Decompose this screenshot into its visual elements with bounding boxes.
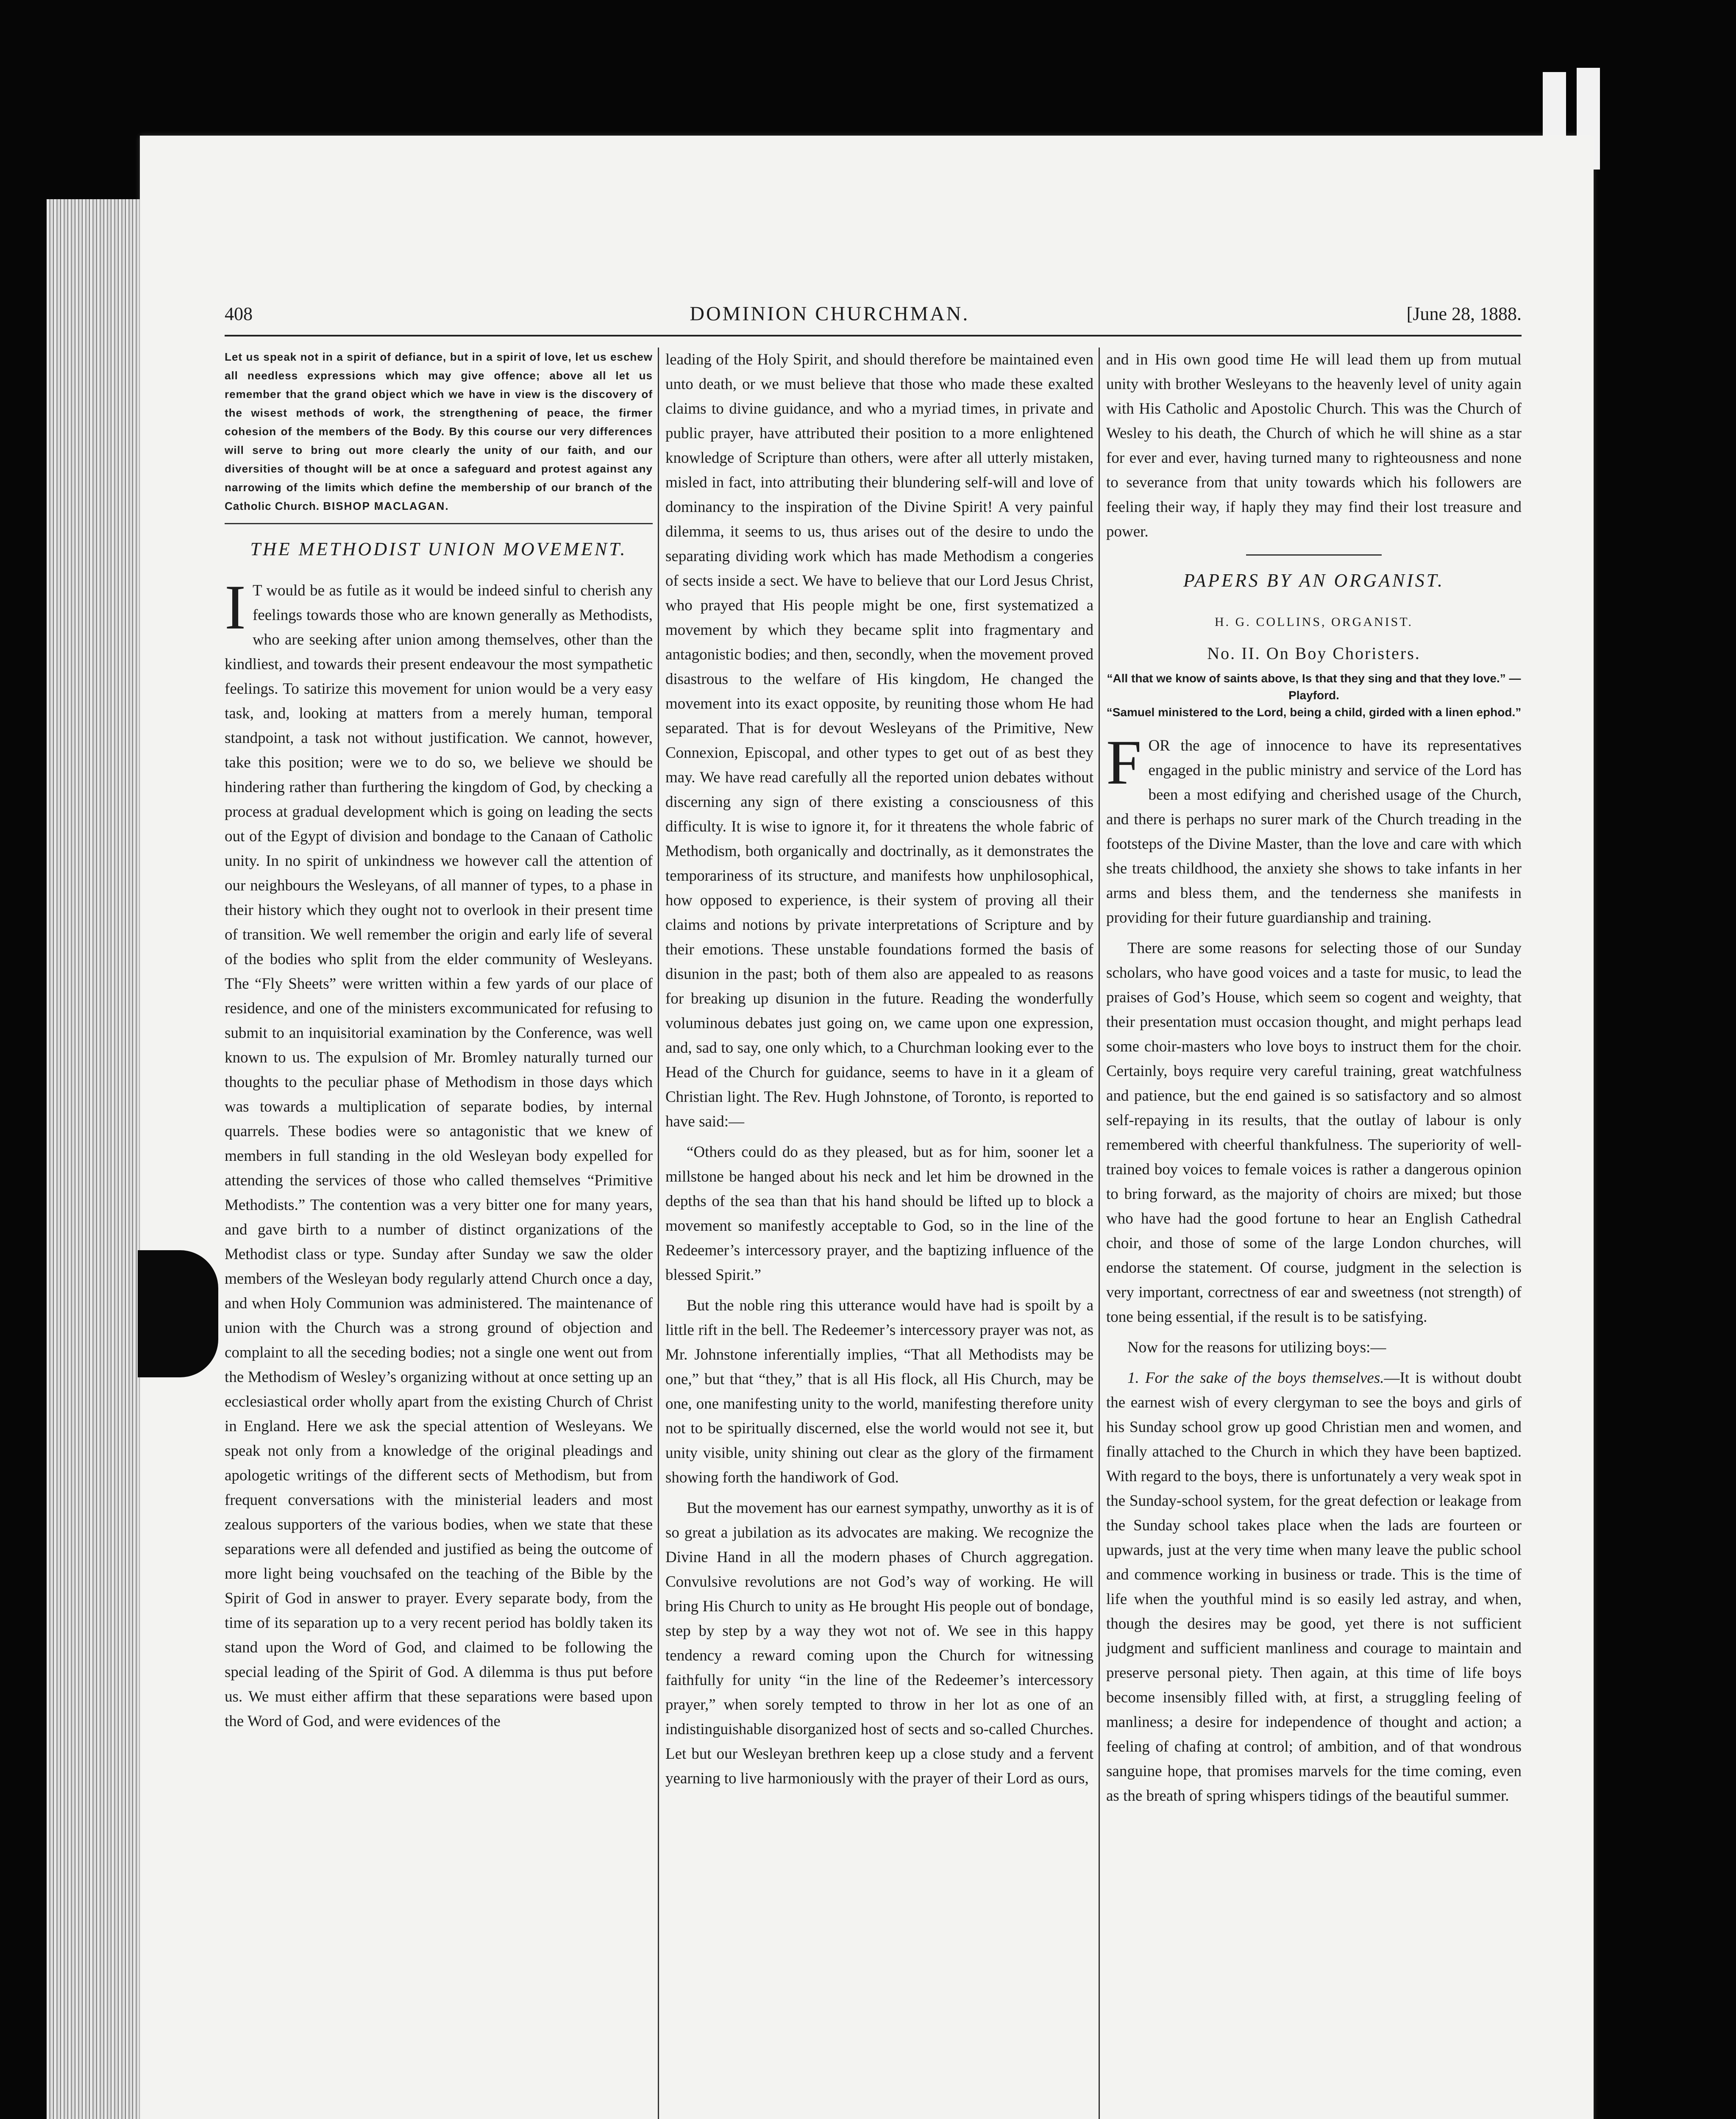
- column-divider: [1099, 348, 1100, 2119]
- publication-title: DOMINION CHURCHMAN.: [690, 302, 970, 325]
- section-rule: [225, 523, 653, 524]
- epigraph-text: Let us speak not in a spirit of defiance, but in a spirit of love, let us eschew all needless expressions which may give offence; above all let us remember that the grand object which we have in view is the discovery of the wisest methods of work, the strengthening of peace, the firmer cohesion of the members of the Body. By this course our very differences will serve to bring out more clearly the unity of our faith, and our diversities of thought will be at once a safeguard and protest against any narrowing of the limits which define the membership of our branch of the Catholic Church.: [225, 350, 653, 512]
- article-paragraph: FOR the age of innocence to have its representatives engaged in the public ministry and service of the Lord has been a most edifying and cherished usage of the Church, and there is perhaps no surer mark of the Church treading in the footsteps of the Divine Master, than the love and care with which she treats childhood, the anxiety she shows to take infants in her arms and bless them, and the tenderness she manifests in providing for their future guardianship and training.: [1106, 727, 1522, 926]
- article-paragraph: But the movement has our earnest sympathy, unworthy as it is of so great a jubilation as its advocates are making. We recognize the Divine Hand in all the modern phases of Church aggregation. Convulsive revolutions are not God’s way of working. He will bring His Church to unity as He brought His people out of bondage, step by step by a way they wot not of. We see in this happy tendency a reward coming upon the Church for witnessing faithfully for unity “in the line of the Redeemer’s intercessory prayer,” when sorely tempted to throw in her lot as one of an indistinguishable disorganized host of sects and so-called Churches. Let but our Wesleyan brethren keep up a close study and a fervent yearning to live harmoniously with the prayer of their Lord as ours,: [665, 1499, 1093, 1787]
- article-subtitle: No. II. On Boy Choristers.: [1207, 644, 1421, 663]
- quotation-paragraph: “Others could do as they pleased, but as for him, sooner let a millstone be hanged about his neck and let him be drowned in the depths of the sea than that his hand should be lifted up to block a movement so manifestly acceptable to God, so in the line of the Redeemer’s intercessory prayer, and the baptizing influence of the blessed Spirit.”: [665, 1143, 1093, 1284]
- book-page-edges: [47, 199, 144, 2119]
- article-paragraph: I T would be as futile as it would be indeed sinful to cherish any feelings towards those who are known generally as Methodists, who are seeking after union among themselves, other than the kindliest, and towards their present endeavour the most sympathetic feelings. To satirize this movement for union would be a very easy task, and, looking at matters from a merely human, temporal standpoint, a task not without justification. We cannot, however, take this position; were we to do so, we believe we should be hindering rather than furthering the kingdom of God, by checking a process at gradual development which is going on leading the sects out of the Egypt of division and bondage to the Canaan of Catholic unity. In no spirit of unkindness we however call the attention of our neighbours the Wesleyans, of all manner of types, to a phase in their history which they ought not to overlook in their present time of transition. We well remember the origin and early life of several of the bodies who split from the elder community of Wesleyans. The “Fly Sheets” were written within a few yards of our place of residence, and one of the ministers excommunicated for refusing to submit to an inquisitorial examination by the Conference, was well known to us. The expulsion of Mr. Bromley naturally turned our thoughts to the peculiar phase of Methodism in those days which was towards a multiplication of separate bodies, by internal quarrels. These bodies were so antagonistic that we knew of members in full standing in the old Wesleyan body expelled for attending the services of those who called themselves “Primitive Methodists.” The contention was a very bitter one for many years, and gave birth to a number of distinct organizations of the Methodist class or type. Sunday after Sunday we saw the older members of the Wesleyan body regularly attend Church once a day, and when Holy Communion was administered. The maintenance of union with the Church was a strong ground of objection and complaint to all the seceding bodies; not a single one went out from the Methodism of Wesley’s organizing without at once setting up an ecclesiastical order wholly apart from the existing Church of Christ in England. Here we ask the special attention of Wesleyans. We speak not only from a knowledge of the original pleadings and apologetic writings of the different sects of Methodism, but from frequent conversations with the ministerial leaders and most zealous supporters of the various bodies, when we state that these separations were all defended and justified as being the outcome of more light being vouchsafed on the teaching of the Bible by the Spirit of God in answer to prayer. Every separate body, from the time of its separation up to a very recent period has boldly taken its stand upon the Word of God, and claimed to be following the special leading of the Spirit of God. A dilemma is thus put before us. We must either affirm that these separations were based upon the Word of God, and were evidences of the: [225, 572, 653, 1730]
- column-3: [1106, 348, 1522, 1814]
- italic-lead: 1. For the sake of the boys themselves.: [1127, 1369, 1384, 1387]
- article-title: PAPERS BY AN ORGANIST.: [1183, 570, 1444, 591]
- epigraph-signature: BISHOP MACLAGAN.: [323, 500, 449, 512]
- drop-cap: F: [1106, 727, 1142, 798]
- article-paragraph: But the noble ring this utterance would have had is spoilt by a little rift in the bell. The Redeemer’s intercessory prayer was not, as Mr. Johnstone inferentially implies, “That all Methodists may be one,” but that “they,” that is all His flock, all His Church, may be one, one manifesting unity to the world, manifesting therefore unity not to be spiritually discerned, else the world would not see it, but unity visible, unity shining out clear as the glory of the firmament showing forth the handiwork of God.: [665, 1297, 1093, 1486]
- article-paragraph: Now for the reasons for utilizing boys:—: [1127, 1339, 1386, 1356]
- newspaper-page: [140, 136, 1594, 2119]
- article-title: THE METHODIST UNION MOVEMENT.: [250, 539, 627, 559]
- article-paragraph: 1. For the sake of the boys themselves.—It is without doubt the earnest wish of every clergyman to see the boys and girls of his Sunday school grow up good Christian men and women, and finally attached to the Church in which they have been baptized. With regard to the boys, there is unfortunately a very weak spot in the Sunday-school system, for the great defection or leakage from the Sunday school takes place when the lads are fourteen or upwards, just at the very time when many leave the public school and commence working in business or trade. This is the time of life when the youthful mind is so easily led astray, and when, though the desires may be good, yet there is not sufficient judgment and sufficient manliness and courage to maintain and preserve personal piety. Then again, at this time of life boys become insensibly filled with, at first, a struggling feeling of manliness; a desire for independence of thought and action; a feeling of chafing at control; of ambition, and of that wondrous sanguine hope, that promises marvels for the time coming, even as the breath of spring whispers tidings of the beautiful summer.: [1106, 1369, 1522, 1805]
- column-1: [225, 348, 653, 1740]
- motto-line: “All that we know of saints above, Is that they sing and that they love.” — Playford.: [1107, 672, 1521, 702]
- article-paragraph: There are some reasons for selecting those of our Sunday scholars, who have good voices and a taste for music, to lead the praises of God’s House, which seem so cogent and weighty, that their presentation must occasion thought, and might perhaps lead some choir-masters who love boys to instruct them for the choir. Certainly, boys require very careful training, great watchfulness and patience, but the end gained is so satisfactory and so almost self-repaying in its results, that the outlay of labour is only remembered with cheerful thankfulness. The superiority of well-trained boy voices to female voices is rather a dangerous opinion to bring forward, as the majority of choirs are mixed; but those who have had the good fortune to hear an English Cathedral choir, and those of some of the large London churches, will endorse the statement. Of course, judgment in the selection is very important, correctness of ear and sweetness (not strength) of tone being essential, if the result is to be satisfying.: [1106, 940, 1522, 1326]
- motto-line: “Samuel ministered to the Lord, being a child, girded with a linen ephod.”: [1106, 706, 1522, 719]
- page-header: [225, 297, 1522, 331]
- article-paragraph: leading of the Holy Spirit, and should therefore be maintained even unto death, or we must believe that those who made these exalted claims to divine guidance, and who a myriad times, in private and public prayer, have attributed their position to a more enlightened knowledge of Scripture than others, were after all utterly mistaken, misled in fact, into attributing their blundering self-will and love of dominancy to the inspiration of the Divine Spirit! A very painful dilemma, it seems to us, thus arises out of the desire to undo the separating dividing work which has made Methodism a congeries of sects inside a sect. We have to believe that our Lord Jesus Christ, who prayed that His people might be one, first systematized a movement by which they became split into fragmentary and antagonistic bodies; and then, secondly, when the movement proved disastrous to the welfare of His kingdom, He changed the movement into its exact opposite, by reuniting those whom He had separated. That is for devout Wesleyans of the Primitive, New Connexion, Episcopal, and other types to get out of as best they may. We have read carefully all the reported union debates without discerning any sign of there existing a consciousness of this difficulty. It is wise to ignore it, for it threatens the whole fabric of Methodism, both organically and doctrinally, as it demonstrates the temporariness of its structure, and manifests how unphilosophical, how opposed to experience, is their system of proving all their claims and notions by private interpretations of Scripture and by their emotions. These unstable foundations formed the basis of disunion in the past; both of them also are appealed to as reasons for breaking up disunion in the future. Reading the wonderfully voluminous debates just going on, we came upon one expression, and, sad to say, one only which, to a Churchman looking ever to the Head of the Church for guidance, seems to have in it a gleam of Christian light. The Rev. Hugh Johnstone, of Toronto, is reported to have said:—: [665, 351, 1093, 1130]
- page-number: 408: [225, 303, 253, 324]
- thumb-shadow: [138, 1250, 218, 1377]
- header-rule: [225, 335, 1522, 336]
- column-divider: [658, 348, 659, 2119]
- epigraph: [225, 348, 653, 515]
- column-2: [665, 348, 1093, 1797]
- drop-cap: I: [225, 572, 246, 642]
- motto: [1106, 670, 1522, 721]
- issue-date: [June 28, 1888.: [1406, 303, 1522, 324]
- section-rule: [1246, 554, 1382, 556]
- byline: H. G. COLLINS, ORGANIST.: [1215, 615, 1413, 629]
- article-paragraph: and in His own good time He will lead them up from mutual unity with brother Wesleyans to the heavenly level of unity again with His Catholic and Apostolic Church. This was the Church of Wesley to his death, the Church of which he will shine as a star for ever and ever, having turned many to righteousness and none to severance from that unity towards which his followers are feeling their way, if haply they may find their lost treasure and power.: [1106, 351, 1522, 540]
